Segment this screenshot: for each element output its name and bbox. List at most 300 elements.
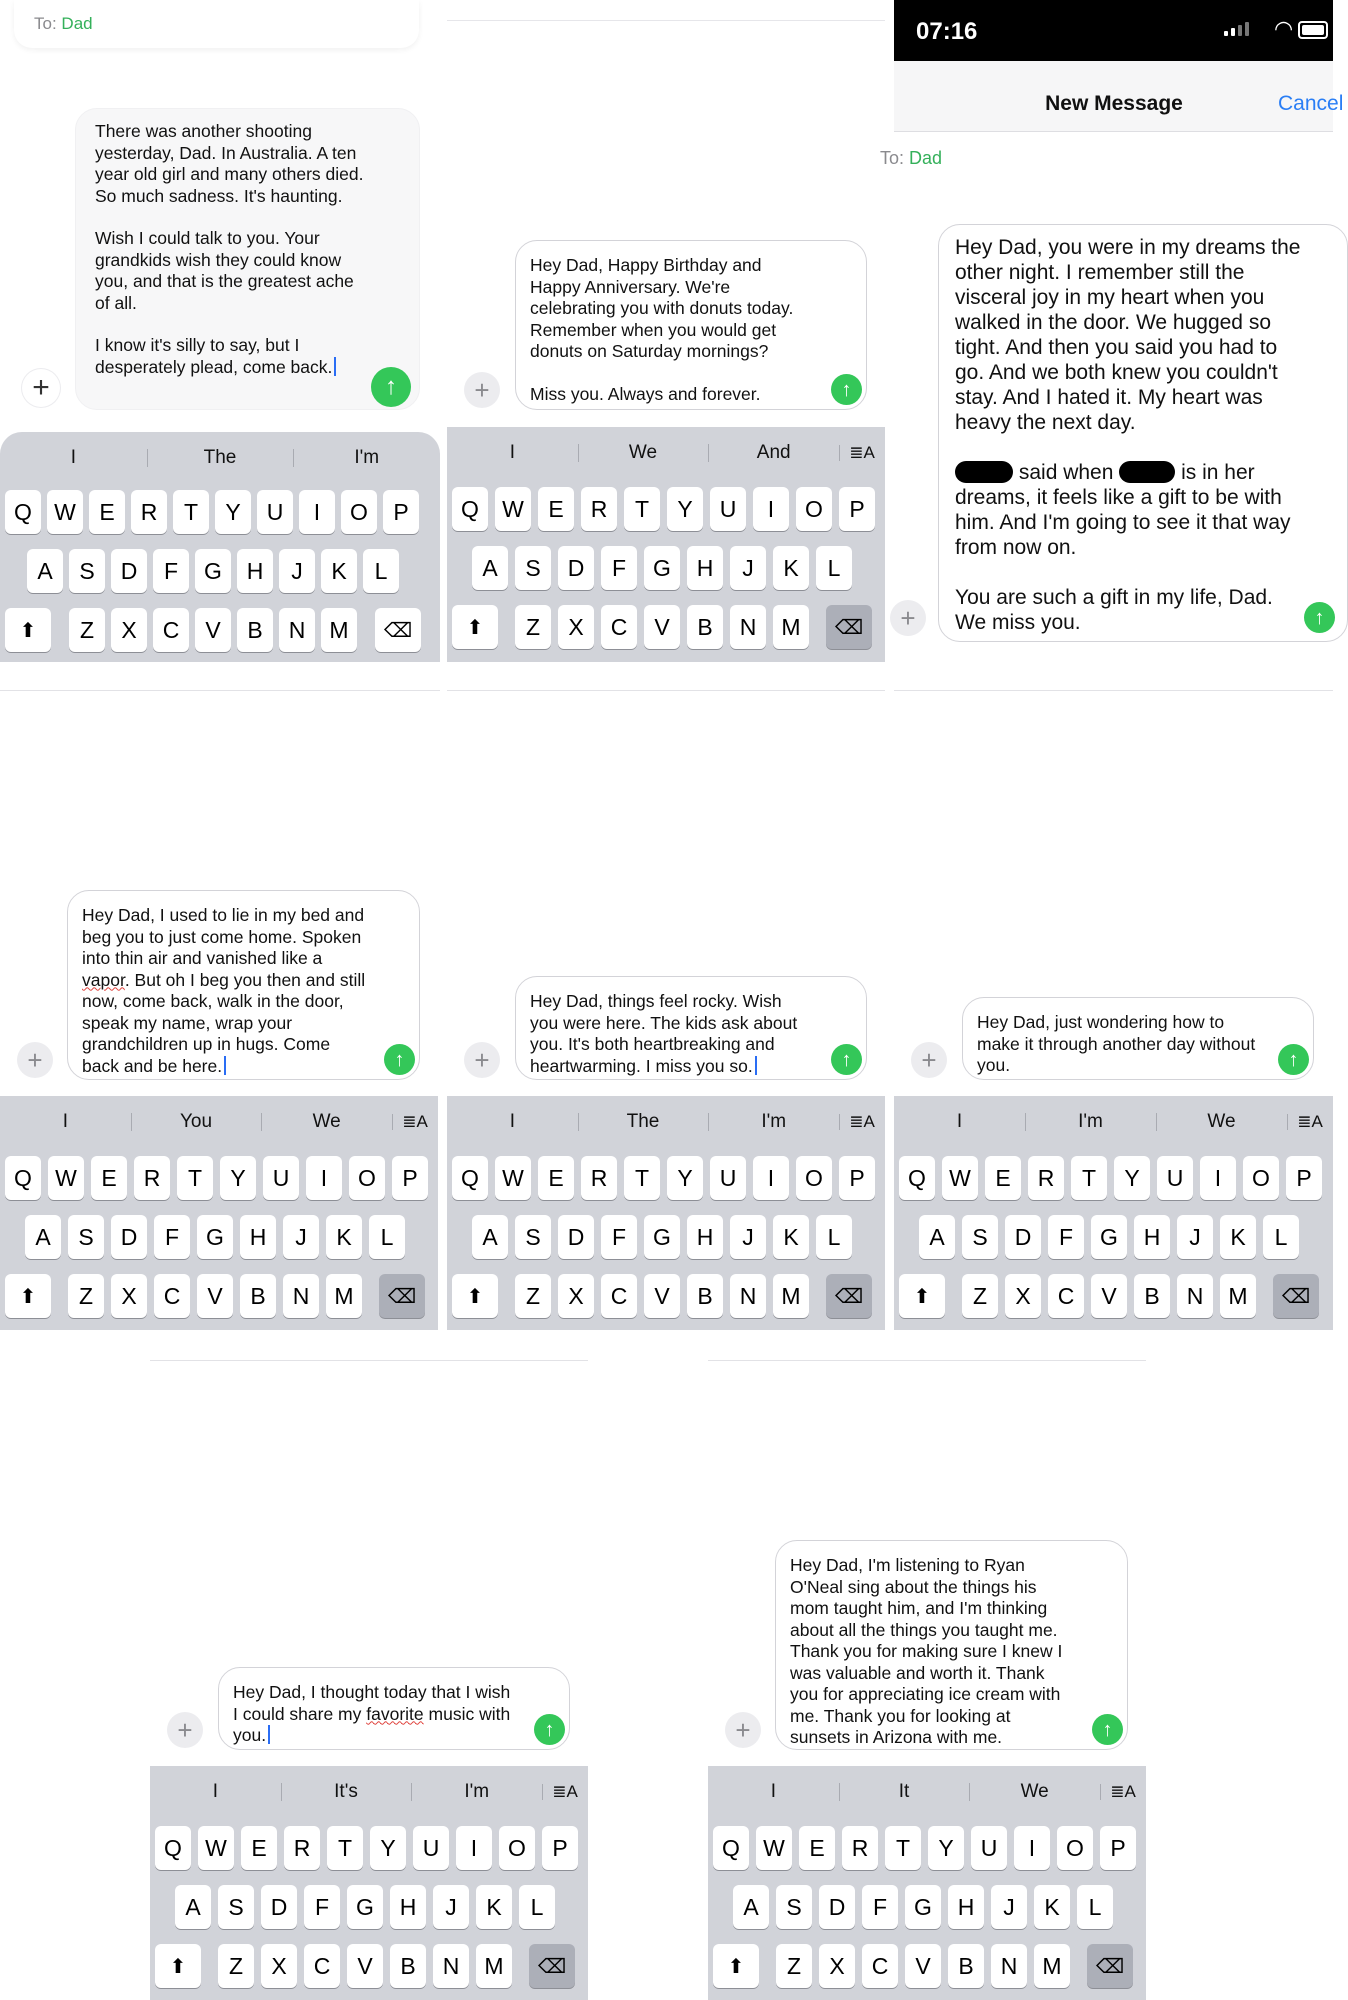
key[interactable]: Z <box>218 1944 254 1988</box>
key[interactable]: O <box>1243 1156 1279 1200</box>
key[interactable]: S <box>515 1215 551 1259</box>
key[interactable]: I <box>753 1156 789 1200</box>
key[interactable]: G <box>1091 1215 1127 1259</box>
add-attachment-button[interactable]: + <box>167 1712 203 1748</box>
key[interactable]: G <box>197 1215 233 1259</box>
key[interactable]: C <box>153 608 189 652</box>
key[interactable]: A <box>27 549 63 593</box>
shift-key[interactable]: ⬆ <box>5 608 51 652</box>
message-compose-bubble[interactable] <box>775 1540 1128 1750</box>
message-compose-bubble[interactable] <box>962 997 1314 1080</box>
key[interactable]: B <box>390 1944 426 1988</box>
key[interactable]: B <box>1134 1274 1170 1318</box>
key[interactable]: D <box>111 549 147 593</box>
key[interactable]: F <box>1048 1215 1084 1259</box>
suggestion-item[interactable]: I'm <box>293 447 440 469</box>
key-row-2 <box>472 1215 852 1259</box>
key[interactable]: G <box>644 1215 680 1259</box>
key[interactable]: W <box>47 490 83 534</box>
delete-key[interactable]: ⌫ <box>375 608 421 652</box>
key[interactable]: N <box>283 1274 319 1318</box>
key[interactable]: I <box>299 490 335 534</box>
suggestion-item[interactable]: It's <box>281 1781 412 1803</box>
key[interactable]: K <box>321 549 357 593</box>
key[interactable]: R <box>842 1826 878 1870</box>
suggestion-item[interactable]: I <box>509 442 515 463</box>
key[interactable]: T <box>885 1826 921 1870</box>
key[interactable]: T <box>1071 1156 1107 1200</box>
suggestion-bar <box>0 1096 438 1148</box>
key[interactable]: C <box>601 605 637 649</box>
key[interactable]: C <box>154 1274 190 1318</box>
key[interactable]: F <box>154 1215 190 1259</box>
add-attachment-button[interactable]: + <box>725 1712 761 1748</box>
suggestion-item[interactable]: We <box>1156 1111 1287 1133</box>
shift-key[interactable]: ⬆ <box>5 1274 51 1318</box>
key[interactable]: H <box>390 1885 426 1929</box>
key[interactable]: Z <box>962 1274 998 1318</box>
delete-key[interactable]: ⌫ <box>1087 1944 1133 1988</box>
key[interactable]: Q <box>5 490 41 534</box>
key[interactable]: E <box>538 1156 574 1200</box>
key[interactable]: O <box>796 487 832 531</box>
key[interactable]: Q <box>452 1156 488 1200</box>
delete-key[interactable]: ⌫ <box>379 1274 425 1318</box>
key-row-1 <box>452 487 875 531</box>
key[interactable]: P <box>1100 1826 1136 1870</box>
keyboard <box>447 1096 885 1330</box>
suggestion-bar <box>447 1096 885 1148</box>
key[interactable]: X <box>558 605 594 649</box>
delete-key[interactable]: ⌫ <box>826 1274 872 1318</box>
key-row-3 <box>155 1944 575 1988</box>
misspelled-word[interactable]: vapor <box>82 969 125 990</box>
key-row-3 <box>452 605 872 649</box>
key[interactable]: M <box>1220 1274 1256 1318</box>
key[interactable]: L <box>1077 1885 1113 1929</box>
key[interactable]: N <box>279 608 315 652</box>
keyboard <box>894 1096 1333 1330</box>
key[interactable]: P <box>542 1826 578 1870</box>
message-compose-bubble[interactable] <box>67 890 420 1080</box>
message-paragraph: You are such a gift in my life, Dad. We miss you. <box>955 586 1279 634</box>
key[interactable]: X <box>111 1274 147 1318</box>
key[interactable]: B <box>687 1274 723 1318</box>
key[interactable]: W <box>48 1156 84 1200</box>
key[interactable]: U <box>710 1156 746 1200</box>
key-row-3 <box>713 1944 1133 1988</box>
key[interactable]: G <box>347 1885 383 1929</box>
key[interactable]: A <box>25 1215 61 1259</box>
key[interactable]: T <box>173 490 209 534</box>
key[interactable]: V <box>905 1944 941 1988</box>
key[interactable]: E <box>241 1826 277 1870</box>
key[interactable]: J <box>283 1215 319 1259</box>
key[interactable]: M <box>773 605 809 649</box>
key[interactable]: F <box>304 1885 340 1929</box>
delete-key[interactable]: ⌫ <box>529 1944 575 1988</box>
key[interactable]: S <box>515 546 551 590</box>
message-text: Hey Dad, I thought today that I wish I could share my <box>233 1682 516 1724</box>
shift-key[interactable]: ⬆ <box>155 1944 201 1988</box>
format-icon[interactable]: ≣A <box>839 443 885 463</box>
key[interactable]: H <box>237 549 273 593</box>
key[interactable]: I <box>1200 1156 1236 1200</box>
key[interactable]: S <box>68 1215 104 1259</box>
key[interactable]: U <box>413 1826 449 1870</box>
format-icon[interactable]: ≣A <box>839 1112 885 1132</box>
key[interactable]: T <box>327 1826 363 1870</box>
key[interactable]: E <box>538 487 574 531</box>
key[interactable]: U <box>971 1826 1007 1870</box>
suggestion-item[interactable]: I <box>70 447 76 468</box>
to-label: To: <box>880 148 905 168</box>
suggestion-item[interactable]: We <box>969 1781 1100 1803</box>
key[interactable]: Y <box>1114 1156 1150 1200</box>
key[interactable]: E <box>89 490 125 534</box>
key[interactable]: J <box>991 1885 1027 1929</box>
key[interactable]: D <box>261 1885 297 1929</box>
key[interactable]: X <box>819 1944 855 1988</box>
key[interactable]: R <box>1028 1156 1064 1200</box>
key[interactable]: K <box>1034 1885 1070 1929</box>
message-text: Hey Dad, I used to lie in my bed and beg you to just come home. Spoken into thin air and vanished like a <box>82 905 369 968</box>
delete-key[interactable]: ⌫ <box>826 605 872 649</box>
key[interactable]: K <box>326 1215 362 1259</box>
send-button[interactable]: ↑ <box>371 367 411 407</box>
key[interactable]: Q <box>452 487 488 531</box>
key[interactable]: Q <box>155 1826 191 1870</box>
key[interactable]: G <box>905 1885 941 1929</box>
key[interactable]: B <box>687 605 723 649</box>
key[interactable]: X <box>1005 1274 1041 1318</box>
key[interactable]: P <box>392 1156 428 1200</box>
key[interactable]: M <box>773 1274 809 1318</box>
key[interactable]: C <box>304 1944 340 1988</box>
key[interactable]: T <box>624 487 660 531</box>
key[interactable]: V <box>195 608 231 652</box>
add-attachment-button[interactable]: + <box>890 600 926 636</box>
key[interactable]: F <box>601 546 637 590</box>
key[interactable]: Q <box>899 1156 935 1200</box>
key[interactable]: L <box>1263 1215 1299 1259</box>
key[interactable]: N <box>730 1274 766 1318</box>
message-compose-bubble[interactable] <box>515 240 867 410</box>
suggestion-item[interactable]: The <box>578 1111 709 1133</box>
add-attachment-button[interactable]: + <box>17 1042 53 1078</box>
add-attachment-button[interactable]: + <box>464 372 500 408</box>
key[interactable]: W <box>942 1156 978 1200</box>
suggestion-item[interactable]: I <box>509 1111 515 1132</box>
key[interactable]: L <box>369 1215 405 1259</box>
key[interactable]: J <box>433 1885 469 1929</box>
key[interactable]: M <box>321 608 357 652</box>
key[interactable]: P <box>839 487 875 531</box>
key-row-2 <box>919 1215 1299 1259</box>
key[interactable]: Q <box>713 1826 749 1870</box>
suggestion-item[interactable]: I'm <box>708 1111 839 1133</box>
key[interactable]: J <box>730 1215 766 1259</box>
key-row-1 <box>5 1156 428 1200</box>
key[interactable]: U <box>710 487 746 531</box>
key[interactable]: H <box>687 1215 723 1259</box>
key[interactable]: W <box>495 487 531 531</box>
suggestion-item[interactable]: I <box>956 1111 963 1132</box>
suggestion-item[interactable]: The <box>147 447 294 469</box>
cancel-button[interactable]: Cancel <box>1278 92 1344 115</box>
key[interactable]: O <box>341 490 377 534</box>
key[interactable]: I <box>1014 1826 1050 1870</box>
shift-key[interactable]: ⬆ <box>899 1274 945 1318</box>
shift-key[interactable]: ⬆ <box>452 1274 498 1318</box>
send-button[interactable]: ↑ <box>831 1044 862 1075</box>
key[interactable]: F <box>153 549 189 593</box>
key[interactable]: J <box>1177 1215 1213 1259</box>
key[interactable]: H <box>1134 1215 1170 1259</box>
message-paragraph: Hey Dad, I'm listening to Ryan O'Neal sing about the things his mom taught him, and I'm thinking about all the things you taught me. Thank you for making sure I knew I was valuable and worth it. Thank you for appreciating ice cream with me. Thank you for looking at sunsets in Arizona with me. <box>790 1555 1068 1747</box>
add-attachment-button[interactable]: + <box>911 1042 947 1078</box>
key[interactable]: H <box>240 1215 276 1259</box>
format-icon[interactable]: ≣A <box>1100 1782 1146 1802</box>
key[interactable]: H <box>687 546 723 590</box>
suggestion-item[interactable]: I'm <box>411 1781 542 1803</box>
suggestion-bar <box>447 427 885 479</box>
key[interactable]: I <box>306 1156 342 1200</box>
send-button[interactable]: ↑ <box>384 1044 415 1075</box>
message-compose-bubble[interactable] <box>938 224 1348 642</box>
key[interactable]: N <box>1177 1274 1213 1318</box>
recipient-name[interactable]: Dad <box>909 148 943 168</box>
send-button[interactable]: ↑ <box>831 374 862 405</box>
key[interactable]: G <box>644 546 680 590</box>
key[interactable]: M <box>476 1944 512 1988</box>
key[interactable]: Y <box>220 1156 256 1200</box>
key[interactable]: V <box>1091 1274 1127 1318</box>
key[interactable]: S <box>69 549 105 593</box>
key[interactable]: R <box>134 1156 170 1200</box>
key[interactable]: L <box>363 549 399 593</box>
key[interactable]: C <box>862 1944 898 1988</box>
panel-3 <box>880 0 1344 662</box>
add-attachment-button[interactable]: + <box>464 1042 500 1078</box>
key[interactable]: G <box>195 549 231 593</box>
key[interactable]: Z <box>515 605 551 649</box>
key[interactable]: U <box>263 1156 299 1200</box>
key[interactable]: A <box>472 1215 508 1259</box>
key[interactable]: C <box>601 1274 637 1318</box>
shift-key[interactable]: ⬆ <box>452 605 498 649</box>
suggestion-item[interactable]: I <box>770 1781 776 1802</box>
status-bar <box>894 0 1333 61</box>
format-icon[interactable]: ≣A <box>542 1782 588 1802</box>
key[interactable]: T <box>624 1156 660 1200</box>
key[interactable]: R <box>581 1156 617 1200</box>
divider-line <box>708 1360 1146 1361</box>
key[interactable]: D <box>558 1215 594 1259</box>
key-row-2 <box>472 546 852 590</box>
key[interactable]: Z <box>68 1274 104 1318</box>
suggestion-item[interactable]: I <box>62 1111 68 1132</box>
key[interactable]: I <box>456 1826 492 1870</box>
key[interactable]: O <box>349 1156 385 1200</box>
key[interactable]: P <box>383 490 419 534</box>
key[interactable]: Y <box>928 1826 964 1870</box>
key-row-1 <box>713 1826 1136 1870</box>
key[interactable]: E <box>799 1826 835 1870</box>
key[interactable]: U <box>257 490 293 534</box>
key[interactable]: K <box>1220 1215 1256 1259</box>
divider-line <box>0 690 440 691</box>
key[interactable]: D <box>1005 1215 1041 1259</box>
key[interactable]: R <box>131 490 167 534</box>
key[interactable]: F <box>862 1885 898 1929</box>
suggestion-bar <box>150 1766 588 1818</box>
key[interactable]: O <box>499 1826 535 1870</box>
key[interactable]: K <box>773 546 809 590</box>
suggestion-item[interactable]: We <box>261 1111 392 1133</box>
key[interactable]: L <box>816 1215 852 1259</box>
key[interactable]: Q <box>5 1156 41 1200</box>
send-button[interactable]: ↑ <box>1278 1044 1309 1075</box>
key[interactable]: V <box>644 605 680 649</box>
key[interactable]: N <box>433 1944 469 1988</box>
misspelled-word[interactable]: favorite <box>366 1703 424 1724</box>
format-icon[interactable]: ≣A <box>1287 1112 1333 1132</box>
key[interactable]: S <box>962 1215 998 1259</box>
keyboard <box>0 1096 438 1330</box>
message-paragraph <box>955 460 1307 560</box>
suggestion-item[interactable]: We <box>578 442 709 464</box>
key[interactable]: E <box>91 1156 127 1200</box>
key[interactable]: I <box>753 487 789 531</box>
key[interactable]: K <box>476 1885 512 1929</box>
key[interactable]: M <box>326 1274 362 1318</box>
message-paragraph: Wish I could talk to you. Your grandkids wish they could know you, and that is the greatest ache of all. <box>95 228 359 313</box>
key[interactable]: V <box>644 1274 680 1318</box>
shift-key[interactable]: ⬆ <box>713 1944 759 1988</box>
key[interactable]: W <box>756 1826 792 1870</box>
key[interactable]: M <box>1034 1944 1070 1988</box>
redacted-name <box>955 461 1013 483</box>
message-compose-bubble[interactable] <box>218 1667 570 1750</box>
key[interactable]: N <box>991 1944 1027 1988</box>
page-title: New Message <box>1045 92 1183 115</box>
key[interactable]: V <box>197 1274 233 1318</box>
to-field[interactable] <box>14 0 419 48</box>
key[interactable]: J <box>279 549 315 593</box>
send-button[interactable]: ↑ <box>1092 1714 1123 1745</box>
suggestion-item[interactable]: And <box>708 442 839 464</box>
key[interactable]: A <box>733 1885 769 1929</box>
key[interactable]: X <box>111 608 147 652</box>
key[interactable]: X <box>261 1944 297 1988</box>
panel-8 <box>708 1370 1146 2000</box>
key[interactable]: O <box>1057 1826 1093 1870</box>
panel-6 <box>894 700 1333 1330</box>
key[interactable]: S <box>776 1885 812 1929</box>
message-paragraph: Hey Dad, just wondering how to make it through another day without you. <box>977 1012 1261 1075</box>
key[interactable]: C <box>1048 1274 1084 1318</box>
panel-7 <box>150 1370 588 2000</box>
key[interactable]: A <box>919 1215 955 1259</box>
key-row-1 <box>452 1156 875 1200</box>
panel-4 <box>0 700 438 1330</box>
key[interactable]: B <box>948 1944 984 1988</box>
key-row-3 <box>5 1274 425 1318</box>
key[interactable]: L <box>816 546 852 590</box>
key-row-1 <box>899 1156 1322 1200</box>
suggestion-item[interactable]: You <box>131 1111 262 1133</box>
key[interactable]: W <box>495 1156 531 1200</box>
key[interactable]: R <box>284 1826 320 1870</box>
text-caret <box>224 1056 226 1075</box>
message-text: music with you. <box>233 1703 516 1745</box>
key[interactable]: D <box>111 1215 147 1259</box>
suggestion-item[interactable]: I'm <box>1025 1111 1156 1133</box>
message-paragraph <box>530 991 814 1077</box>
message-text: Hey Dad, things feel rocky. Wish you were here. The kids ask about you. It's both heartbreaking and heartwarming. I miss you so. <box>530 991 803 1076</box>
key[interactable]: P <box>1286 1156 1322 1200</box>
cellular-signal-icon <box>1224 22 1249 36</box>
key[interactable]: Y <box>667 487 703 531</box>
key[interactable]: K <box>773 1215 809 1259</box>
key[interactable]: D <box>558 546 594 590</box>
add-attachment-button[interactable]: + <box>22 369 60 407</box>
key[interactable]: L <box>519 1885 555 1929</box>
key[interactable]: B <box>237 608 273 652</box>
key[interactable]: F <box>601 1215 637 1259</box>
key[interactable]: Z <box>69 608 105 652</box>
suggestion-item[interactable]: It <box>839 1781 970 1803</box>
message-paragraph: Miss you. Always and forever. <box>530 383 761 404</box>
key[interactable]: O <box>796 1156 832 1200</box>
keyboard <box>150 1766 588 2000</box>
key[interactable]: E <box>985 1156 1021 1200</box>
suggestion-item[interactable]: I <box>212 1781 218 1802</box>
key[interactable]: U <box>1157 1156 1193 1200</box>
message-paragraph: There was another shooting yesterday, Dad. In Australia. A ten year old girl and many others died. So much sadness. It's haunting. <box>95 121 369 206</box>
key[interactable]: N <box>730 605 766 649</box>
key[interactable]: X <box>558 1274 594 1318</box>
key[interactable]: Z <box>515 1274 551 1318</box>
message-compose-bubble[interactable] <box>515 976 867 1080</box>
key[interactable]: R <box>581 487 617 531</box>
message-compose-bubble[interactable] <box>75 108 420 410</box>
key[interactable]: A <box>472 546 508 590</box>
send-button[interactable]: ↑ <box>534 1714 565 1745</box>
key[interactable]: Y <box>215 490 251 534</box>
key[interactable]: T <box>177 1156 213 1200</box>
key[interactable]: P <box>839 1156 875 1200</box>
send-button[interactable]: ↑ <box>1304 602 1335 633</box>
key[interactable]: Y <box>667 1156 703 1200</box>
delete-key[interactable]: ⌫ <box>1273 1274 1319 1318</box>
text-caret <box>334 357 336 376</box>
key[interactable]: V <box>347 1944 383 1988</box>
key[interactable]: H <box>948 1885 984 1929</box>
message-text: . But oh I beg you then and still now, come back, walk in the door, speak my name, wrap your grandchildren up in hugs. Come back and be here. <box>82 969 370 1076</box>
key[interactable]: W <box>198 1826 234 1870</box>
key[interactable]: A <box>175 1885 211 1929</box>
key[interactable]: S <box>218 1885 254 1929</box>
key[interactable]: D <box>819 1885 855 1929</box>
format-icon[interactable]: ≣A <box>392 1112 438 1132</box>
key[interactable]: J <box>730 546 766 590</box>
key[interactable]: Y <box>370 1826 406 1870</box>
recipient-name[interactable]: Dad <box>61 14 93 33</box>
key[interactable]: Z <box>776 1944 812 1988</box>
key[interactable]: B <box>240 1274 276 1318</box>
